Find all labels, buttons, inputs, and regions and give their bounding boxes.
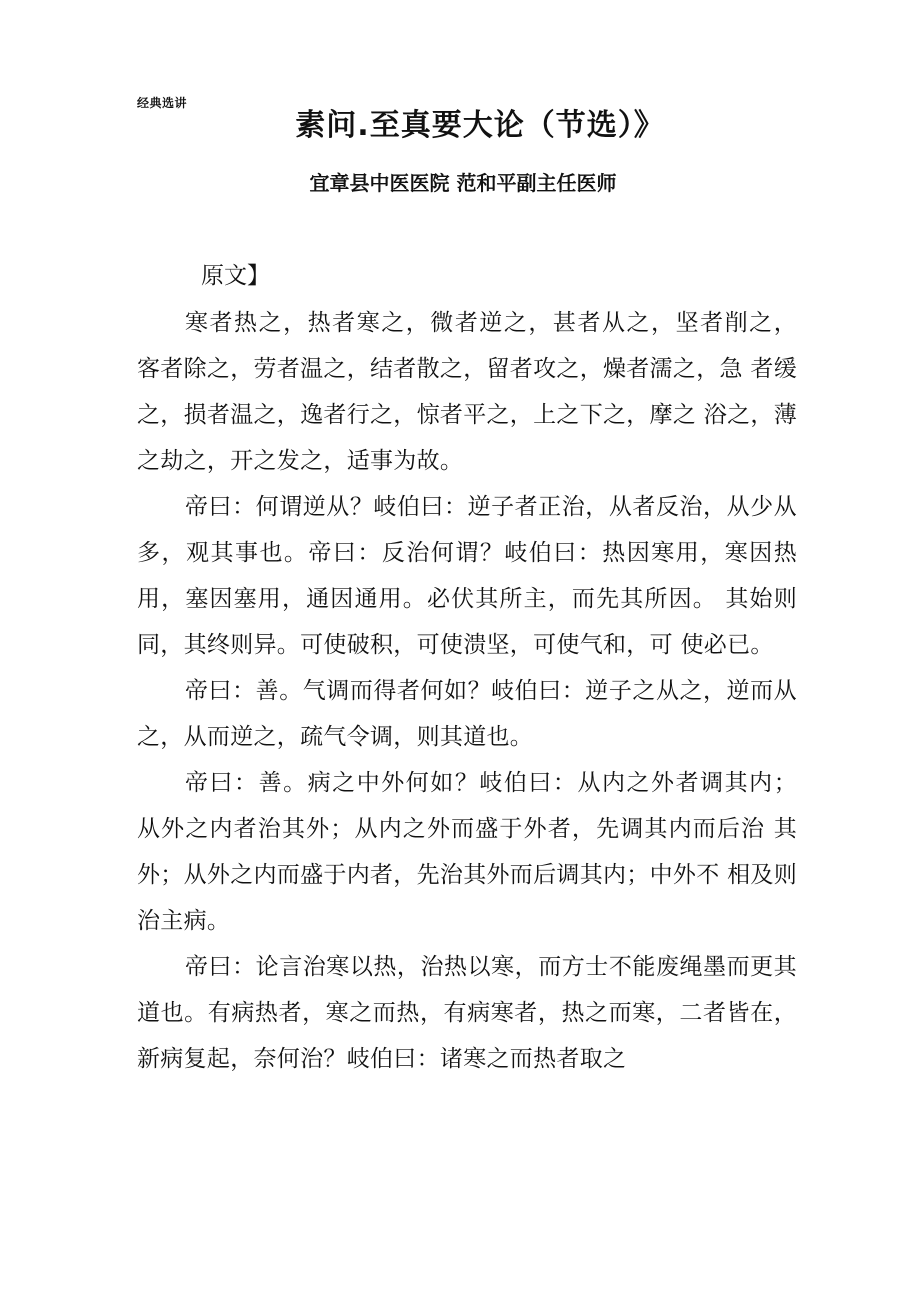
page-title: 素问.至真要大论（节选）》 [295,108,665,143]
header-tag: 经典选讲 [137,96,188,110]
paragraph: 帝曰：何谓逆从？岐伯曰：逆子者正治，从者反治，从少从多，观其事也。帝曰：反治何谓？岐伯曰：热因寒用，寒因热用，塞因塞用，通因通用。必伏其所主，而先其所因。 其始则同，其终则异。可使破积，可使溃坚，可使气和，可 使必已。 [137,494,797,658]
paragraph: 寒者热之，热者寒之，微者逆之，甚者从之，坚者削之， 客者除之，劳者温之，结者散之，留者攻之，燥者濡之，急 者缓之，损者温之，逸者行之，惊者平之，上之下之，摩之 浴之，薄之劫之，开之发之，适事为故。 [137,310,798,474]
paragraph: 帝曰：善。病之中外何如？岐伯曰：从内之外者调其内； 从外之内者治其外；从内之外而盛于外者，先调其内而后治 其外；从外之内而盛于内者，先治其外而后调其内；中外不 相及则治主病。 [137,770,798,934]
document-body [137,300,797,1082]
paragraph: 帝曰：论言治寒以热，治热以寒，而方士不能废绳墨而更其道也。有病热者，寒之而热，有病寒者，热之而寒，二者皆在，新病复起，奈何治？岐伯曰：诸寒之而热者取之 [137,954,797,1072]
section-label: 原文】 [201,263,270,289]
author-line: 宜章县中医医院 范和平副主任医师 [309,171,617,195]
paragraph: 帝曰：善。气调而得者何如？岐伯曰：逆子之从之，逆而从之，从而逆之，疏气令调，则其道也。 [137,678,797,750]
